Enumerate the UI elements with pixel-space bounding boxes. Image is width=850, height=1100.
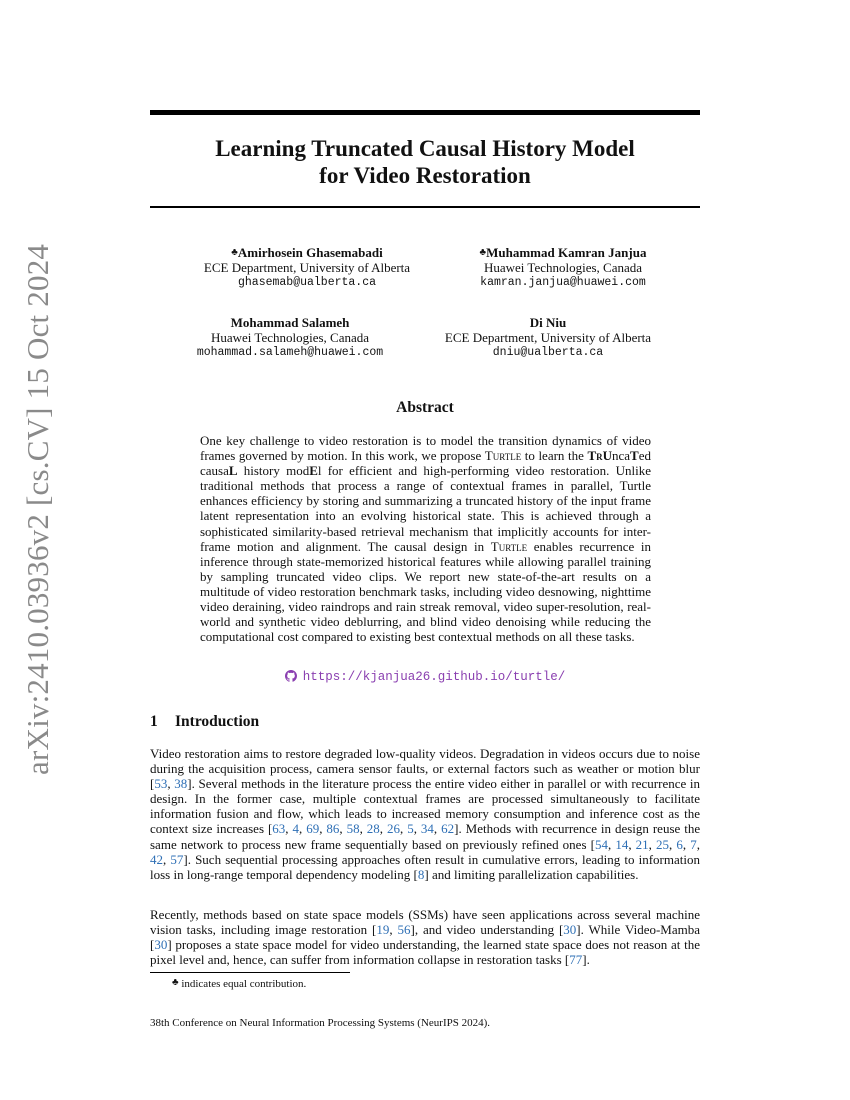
citation-link[interactable]: 25 (656, 836, 670, 852)
github-icon (285, 670, 297, 686)
author-name: Di Niu (529, 315, 567, 330)
method-name: Turtle (484, 448, 522, 464)
citation-link[interactable]: 28 (366, 821, 380, 837)
project-link[interactable] (150, 669, 700, 686)
citation-link[interactable]: 54 (594, 836, 608, 852)
author-email[interactable]: mohammad.salameh@huawei.com (196, 346, 384, 359)
venue-note: 38th Conference on Neural Information Processing Systems (NeurIPS 2024). (150, 1017, 491, 1029)
author-name: ♣Amirhosein Ghasemabadi (231, 245, 383, 260)
citation-link[interactable]: 77 (569, 952, 583, 968)
author-name: ♣Muhammad Kamran Janjua (479, 245, 647, 260)
citation-link[interactable]: 69 (306, 821, 320, 837)
author-block-4 (398, 315, 698, 360)
abstract-heading: Abstract (396, 399, 454, 416)
author-block-2 (413, 245, 713, 290)
intro-paragraph-1: Video restoration aims to restore degraded low-quality videos. Degradation in videos occurs due to noise during the acquisition process, camera sensor faults, or external factors such as weather or motion blur [53, 38]. Several methods in the literature process the entire video either in parallel or with recurrence in design. In the former case, multiple contextual frames are processed simultaneously to facilitate information fusion and flow, which leads to increased memory consumption and inference cost as the context size increases [63, 4, 69, 86, 58, 28, 26, 5, 34, 62]. Methods with recurrence in design reuse the same network to process new frame sequentially based on previously refined ones [54, 14, 21, 25, 6, 7, 42, 57]. Such sequential processing approaches often result in cumulative errors, leading to information loss in long-range temporal dependency modeling [8] and limiting parallelization capabilities. (150, 746, 701, 882)
author-name: Mohammad Salameh (230, 315, 350, 330)
author-block-1 (157, 245, 457, 290)
citation-link[interactable]: 56 (397, 922, 411, 938)
abstract-text: One key challenge to video restoration is to model the transition dynamics of video frames governed by motion. In this work, we propose Turtle to learn the TrUncaTed causaL history modEl for efficient and high-performing video restoration. Unlike traditional methods that process a range of contextual frames in parallel, Turtle enhances efficiency by storing and summarizing a truncated history of the input frame latent representation into an evolving historical state. This is achieved through a sophisticated similarity-based retrieval mechanism that implicitly accounts for inter-frame motion and alignment. The causal design in Turtle enables recurrence in inference through state-memorized historical features while allowing parallel training by sampling truncated video clips. We report new state-of-the-art results on a multitude of video restoration benchmark tasks, including video desnowing, nighttime video deraining, video raindrops and rain streak removal, video super-resolution, real-world and synthetic video deblurring, and blind video denoising while reducing the computational cost compared to existing best contextual methods on all these tasks. (200, 433, 651, 645)
citation-link[interactable]: 62 (441, 821, 455, 837)
project-url[interactable]: https://kjanjua26.github.io/turtle/ (302, 670, 566, 684)
citation-link[interactable]: 58 (346, 821, 360, 837)
citation-link[interactable]: 14 (615, 836, 629, 852)
arxiv-identifier: arXiv:2410.03936v2 [cs.CV] 15 Oct 2024 (20, 243, 55, 775)
author-affiliation: Huawei Technologies, Canada (210, 330, 370, 345)
title-bottom-rule (150, 206, 700, 208)
citation-link[interactable]: 8 (417, 866, 425, 882)
author-email[interactable]: dniu@ualberta.ca (492, 346, 604, 359)
intro-paragraph-2: Recently, methods based on state space models (SSMs) have seen applications across several machine vision tasks, including image restoration [19, 56], and video understanding [30]. While Video-Mamba [30] proposes a state space model for video understanding, the learned state space does not reason at the pixel level and, hence, can suffer from information collapse in restoration tasks [77]. (150, 907, 700, 968)
author-block-3 (140, 315, 440, 360)
citation-link[interactable]: 7 (690, 836, 697, 852)
citation-link[interactable]: 42 (150, 851, 163, 867)
citation-link[interactable]: 21 (635, 836, 649, 852)
citation-link[interactable]: 86 (326, 821, 340, 837)
author-email[interactable]: ghasemab@ualberta.ca (237, 276, 377, 289)
citation-link[interactable]: 38 (174, 776, 188, 792)
citation-link[interactable]: 26 (387, 821, 400, 837)
citation-link[interactable]: 53 (154, 776, 168, 792)
title-line-1: Learning Truncated Causal History Model (215, 136, 635, 161)
title-top-rule (150, 110, 700, 115)
method-acronym-expansion: TrUncaTed causaL history modEl (200, 448, 651, 479)
title-line-2: for Video Restoration (319, 163, 531, 188)
section-heading: 1 Introduction (150, 713, 260, 730)
author-affiliation: ECE Department, University of Alberta (203, 260, 411, 275)
citation-link[interactable]: 19 (376, 922, 390, 938)
citation-link[interactable]: 30 (154, 937, 168, 953)
paper-title (150, 135, 700, 189)
citation-link[interactable]: 34 (420, 821, 434, 837)
author-email[interactable]: kamran.janjua@huawei.com (480, 276, 646, 289)
author-affiliation: Huawei Technologies, Canada (483, 260, 643, 275)
method-name: Turtle (490, 538, 528, 554)
citation-link[interactable]: 4 (292, 821, 299, 837)
citation-link[interactable]: 6 (676, 836, 683, 852)
citation-link[interactable]: 5 (407, 821, 414, 837)
citation-link[interactable]: 30 (563, 922, 577, 938)
footnote: ♣ indicates equal contribution. (172, 977, 307, 990)
club-icon: ♣ (231, 247, 238, 258)
club-icon: ♣ (479, 247, 487, 258)
author-affiliation: ECE Department, University of Alberta (444, 330, 652, 345)
citation-link[interactable]: 57 (170, 851, 184, 867)
citation-link[interactable]: 63 (272, 821, 286, 837)
club-icon: ♣ (172, 977, 179, 988)
footnote-rule (150, 972, 350, 973)
